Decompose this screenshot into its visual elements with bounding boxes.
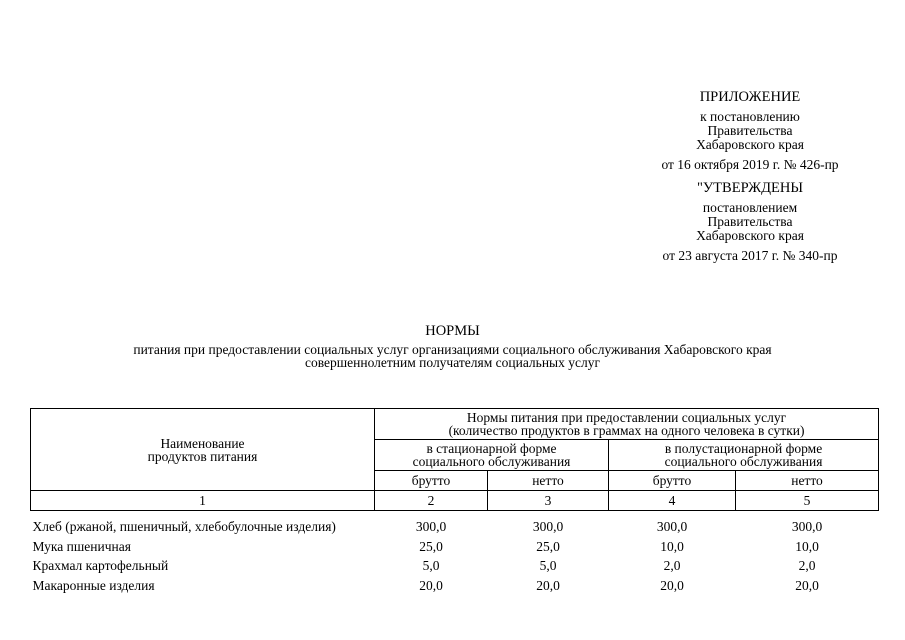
appendix-line: к постановлению <box>700 109 800 124</box>
value-cell: 10,0 <box>660 538 684 554</box>
product-name: Макаронные изделия <box>32 577 155 593</box>
appendix-line: Хабаровского края <box>696 137 804 152</box>
value-cell: 20,0 <box>536 577 560 593</box>
approved-title: "УТВЕРЖДЕНЫ <box>697 180 803 196</box>
header-semistationary <box>609 440 879 471</box>
value-cell: 20,0 <box>795 577 819 593</box>
approved-line: постановлением <box>702 200 798 215</box>
header-norms <box>375 409 879 440</box>
value-cell: 10,0 <box>795 538 819 554</box>
column-number: 5 <box>736 491 879 511</box>
heading-line: питания при предоставлении социальных услуг организациями социального обслуживания Хабаровского края <box>133 342 772 357</box>
appendix-date: от 16 октября 2019 г. № 426-пр <box>661 157 839 172</box>
value-cell: 2,0 <box>663 558 681 574</box>
value-cell: 5,0 <box>539 558 557 574</box>
header-netto: нетто <box>488 471 609 491</box>
table-row <box>31 537 879 557</box>
norms-table <box>30 408 879 595</box>
product-name: Хлеб (ржаной, пшеничный, хлебобулочные изделия) <box>32 519 336 535</box>
value-cell: 300,0 <box>532 519 564 535</box>
header-netto: нетто <box>736 471 879 491</box>
header-brutto: брутто <box>609 471 736 491</box>
header-stationary-line: в стационарной форме <box>426 441 557 456</box>
value-cell: 20,0 <box>660 577 684 593</box>
appendix-block <box>640 90 860 263</box>
value-cell: 25,0 <box>536 538 560 554</box>
document-heading <box>20 325 885 369</box>
header-product-name-line: Наименование <box>160 435 245 451</box>
header-norms-line: (количество продуктов в граммах на одного человека в сутки) <box>448 423 805 438</box>
column-number: 1 <box>31 491 375 511</box>
value-cell: 300,0 <box>656 519 688 535</box>
value-cell: 300,0 <box>415 519 447 535</box>
approved-line: Правительства <box>707 214 793 229</box>
table-row <box>31 517 879 537</box>
header-stationary <box>375 440 609 471</box>
approved-date: от 23 августа 2017 г. № 340-пр <box>662 248 838 263</box>
product-name: Мука пшеничная <box>32 538 131 554</box>
value-cell: 25,0 <box>419 538 443 554</box>
column-number: 3 <box>488 491 609 511</box>
appendix-title: ПРИЛОЖЕНИЕ <box>699 89 801 105</box>
product-name: Крахмал картофельный <box>32 558 169 574</box>
header-semistationary-line: в полустационарной форме <box>664 441 823 456</box>
heading-line: совершеннолетним получателям социальных услуг <box>304 355 601 370</box>
value-cell: 2,0 <box>798 558 816 574</box>
header-norms-line: Нормы питания при предоставлении социальных услуг <box>466 410 787 425</box>
value-cell: 300,0 <box>791 519 823 535</box>
table-row <box>31 556 879 576</box>
header-stationary-line: социального обслуживания <box>412 454 571 469</box>
column-number: 4 <box>609 491 736 511</box>
header-product-name-line: продуктов питания <box>147 448 258 464</box>
value-cell: 20,0 <box>419 577 443 593</box>
value-cell: 5,0 <box>422 558 440 574</box>
header-brutto: брутто <box>375 471 488 491</box>
table-row <box>31 576 879 596</box>
column-number: 2 <box>375 491 488 511</box>
appendix-line: Правительства <box>707 123 793 138</box>
heading-title: НОРМЫ <box>425 323 480 339</box>
header-product-name <box>31 409 375 491</box>
approved-line: Хабаровского края <box>696 228 804 243</box>
header-semistationary-line: социального обслуживания <box>664 454 823 469</box>
